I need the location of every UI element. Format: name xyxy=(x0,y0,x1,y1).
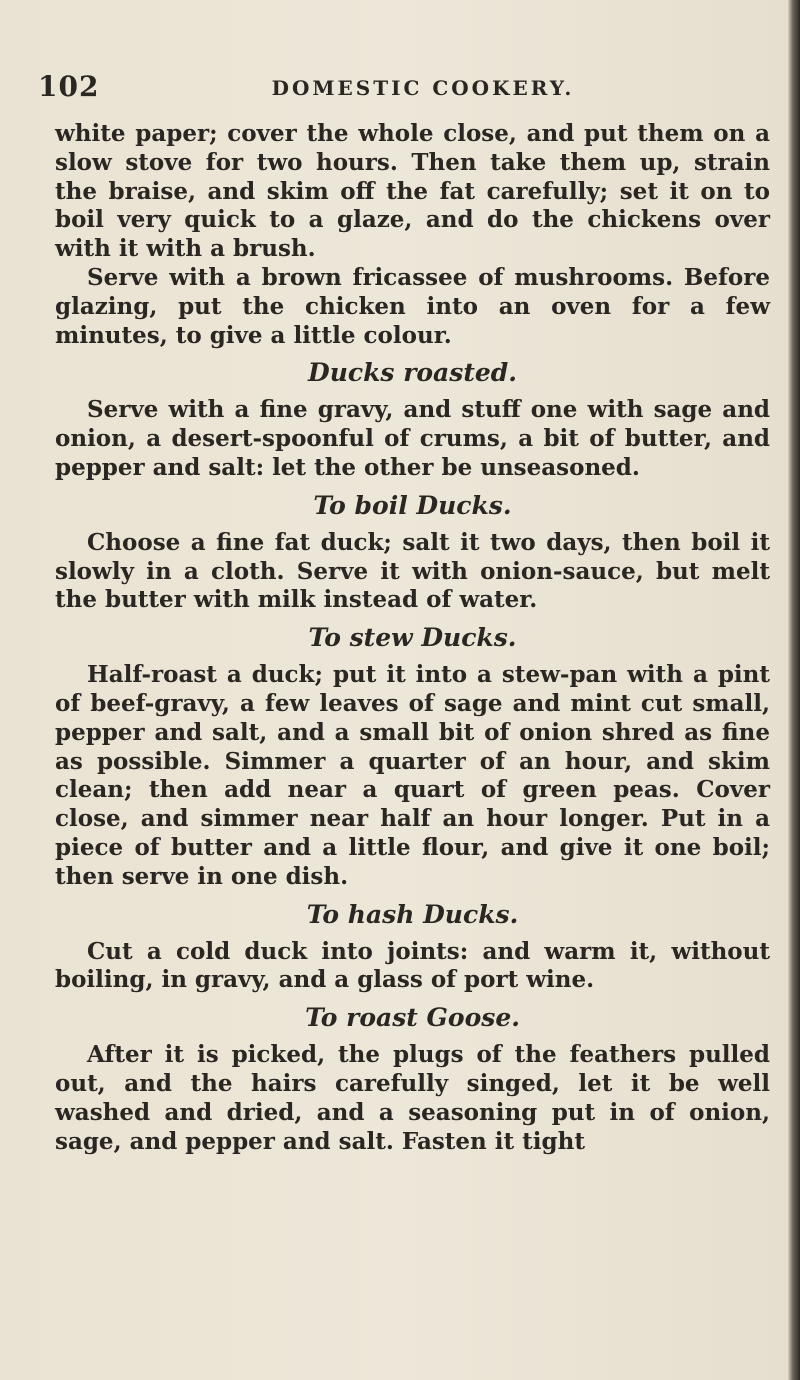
section-title-ducks-roasted: Ducks roasted. xyxy=(308,358,517,388)
page-edge-shadow xyxy=(788,0,800,1380)
section-title-stew-ducks: To stew Ducks. xyxy=(308,623,517,653)
serve-note-paragraph: Serve with a brown fricassee of mushrooms. Before glazing, put the chicken into an oven for a few minutes, to give a little colour. xyxy=(55,263,770,349)
continued-paragraph: white paper; cover the whole close, and put them on a slow stove for two hours. Then take them up, strain the braise, and skim off the fat carefully; set it on to boil very quick to a glaze, and do the chickens over with it with a brush. xyxy=(55,120,770,263)
page-number: 102 xyxy=(38,70,100,103)
section-title-roast-goose: To roast Goose. xyxy=(305,1003,520,1033)
section-text-boil-ducks: Choose a fine fat duck; salt it two days, then boil it slowly in a cloth. Serve it with onion-sauce, but melt the butter with milk instead of water. xyxy=(55,528,770,614)
section-title-boil-ducks: To boil Ducks. xyxy=(313,490,512,520)
running-head: DOMESTIC COOKERY. xyxy=(271,76,575,100)
page-header xyxy=(38,70,760,110)
section-text-roast-goose: After it is picked, the plugs of the feathers pulled out, and the hairs carefully singed, let it be well washed and dried, and a seasoning put in of onion, sage, and pepper and salt. Fasten it tight xyxy=(55,1041,770,1155)
page-body xyxy=(55,120,770,1156)
section-text-hash-ducks: Cut a cold duck into joints: and warm it, without boiling, in gravy, and a glass of port wine. xyxy=(55,937,770,994)
section-text-ducks-roasted: Serve with a fine gravy, and stuff one with sage and onion, a desert-spoonful of crums, a bit of butter, and pepper and salt: let the other be unseasoned. xyxy=(55,396,770,481)
section-text-stew-ducks: Half-roast a duck; put it into a stew-pan with a pint of beef-gravy, a few leaves of sage and mint cut small, pepper and salt, and a small bit of onion shred as fine as possible. Simmer a quarter of an hour, and skim clean; then add near a quart of green peas. Cover close, and simmer near half an hour longer. Put in a piece of butter and a little flour, and give it one boil; then serve in one dish. xyxy=(55,661,770,890)
section-title-hash-ducks: To hash Ducks. xyxy=(306,899,519,929)
